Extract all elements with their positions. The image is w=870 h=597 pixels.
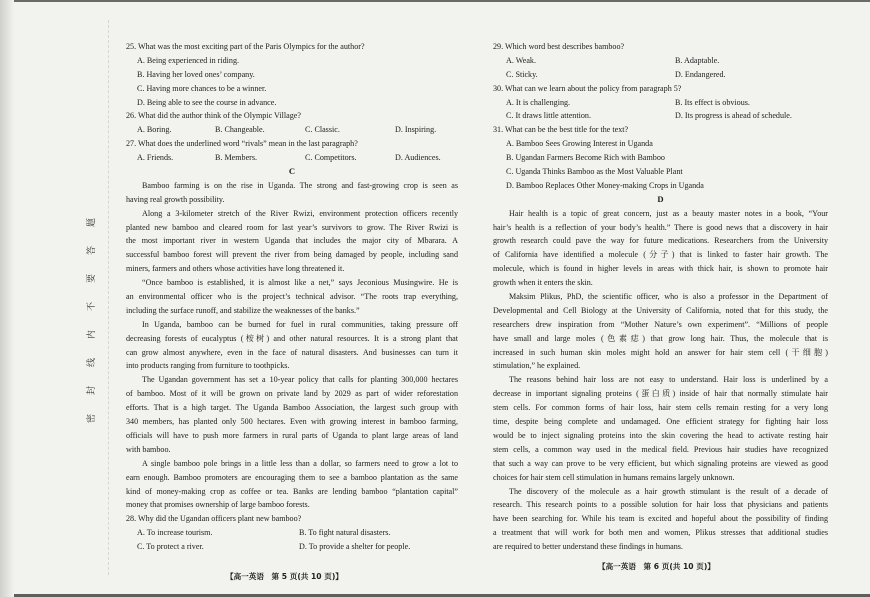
paragraph-line: molecule, which is found in higher levels in areas with thick hair, is shown to promote hair xyxy=(493,264,828,274)
option-row xyxy=(493,68,828,82)
option-row xyxy=(493,96,828,110)
answer-option: D. Bamboo Replaces Other Money-making Crops in Uganda xyxy=(506,180,704,190)
passage-paragraph xyxy=(493,373,828,484)
answer-option: D. Being able to see the course in advance. xyxy=(137,97,277,107)
passage-paragraph xyxy=(126,207,458,276)
answer-option: B. Having her loved ones’ company. xyxy=(137,69,255,79)
paragraph-line: having real growth possibility. xyxy=(126,194,225,204)
paragraph-line: earn enough. Bamboo promoters are encouraging them to see a bamboo plantation as the same xyxy=(126,472,458,482)
paragraph-line: Maksim Plikus, PhD, the scientific officer, who is also a professor in the Department of xyxy=(509,292,828,302)
paragraph-line: a treatment that will work for both men and women, Plikus stresses that additional studies xyxy=(493,528,828,538)
paragraph-line: In Uganda, bamboo can be burned for fuel in rural communities, taking pressure off xyxy=(142,319,458,329)
question-stem: 30. What can we learn about the policy from paragraph 5? xyxy=(493,83,682,93)
answer-option: A. Friends. xyxy=(137,153,174,163)
paragraph-line: planted new bamboo and cleared room for last year’s survivors to grow. The River Rwizi is xyxy=(126,222,458,232)
answer-option: C. Uganda Thinks Bamboo as the Most Valuable Plant xyxy=(506,167,683,177)
question-stem: 27. What does the underlined word “rivals” mean in the last paragraph? xyxy=(126,139,358,149)
paragraph-line: stem cells. For common forms of hair loss, hair stem cells remain resting for a very long xyxy=(493,403,828,413)
question-stem: 29. Which word best describes bamboo? xyxy=(493,42,625,51)
answer-option: C. To protect a river. xyxy=(137,542,204,552)
option-row xyxy=(126,151,458,165)
paragraph-line: The discovery of the molecule as a hair growth stimulant is the result of a decade of xyxy=(509,486,828,496)
answer-option: A. Boring. xyxy=(137,125,172,135)
paragraph-line: choices for hair stem cell stimulation in humans remains largely unknown. xyxy=(493,472,735,482)
answer-option: B. Changeable. xyxy=(215,125,265,135)
paragraph-line: time, despite being complete and undamaged. One efficient strategy for fighting hair loss xyxy=(493,417,828,427)
passage-paragraph xyxy=(126,318,458,374)
answer-option: B. To fight natural disasters. xyxy=(299,528,391,538)
paragraph-line: Developmental and Cell Biology at the University of California, noted that for this study, the xyxy=(493,305,828,315)
option-row xyxy=(493,54,828,68)
answer-option: D. Endangered. xyxy=(675,69,726,79)
right-column xyxy=(493,40,828,554)
answer-option: D. Inspiring. xyxy=(395,125,437,135)
answer-option: C. Classic. xyxy=(305,125,340,135)
paragraph-line: successful bamboo forest will prevent the river from being damaged by people, including sand xyxy=(126,250,458,260)
paragraph-line: have small and large moles (色素痣) that grow long hair. Thus, the molecule that is xyxy=(493,333,828,343)
paragraph-line: stimulation,” he explained. xyxy=(493,361,581,371)
answer-option: A. To increase tourism. xyxy=(137,528,213,538)
paragraph-line: money that promises ownership of large bamboo forests. xyxy=(126,500,310,510)
paragraph-line: miners, farmers and others whose activities have long threatened it. xyxy=(126,264,345,274)
option-row xyxy=(126,540,458,554)
paragraph-line: officials will have to push more farmers in rural parts of Uganda to plant large areas of land xyxy=(126,430,458,440)
paragraph-line: including the surface runoff, and stabilize the weaknesses of the banks.” xyxy=(126,305,360,315)
paragraph-line: “Once bamboo is established, it is almost like a net,” says Jeconious Musingwire. He is xyxy=(142,278,458,288)
paragraph-line: increased in such human skin moles might hold an answer for hair stem cell (干细胞) xyxy=(493,347,828,357)
question-stem: 25. What was the most exciting part of the Paris Olympics for the author? xyxy=(126,42,365,51)
paragraph-line: of California have identified a molecule (分子) that is linked to faster hair growth. The xyxy=(493,250,828,260)
option-row xyxy=(126,526,458,540)
passage-paragraph xyxy=(493,207,828,290)
paragraph-line: The reasons behind hair loss are not easy to understand. Hair loss is underlined by a xyxy=(509,375,828,385)
passage-paragraph xyxy=(126,373,458,456)
question-stem: 31. What can be the best title for the text? xyxy=(493,125,629,135)
answer-option: C. Competitors. xyxy=(305,153,357,163)
answer-option: A. Bamboo Sees Growing Interest in Uganda xyxy=(506,139,653,149)
section-heading: D xyxy=(657,193,664,204)
paragraph-line: hair’s health is a reflection of your body’s health.” There is good news that a discovery in hair xyxy=(493,222,828,232)
paragraph-line: would be to inject signaling proteins into the skin covering the head to activate resting hair xyxy=(493,430,828,440)
page-footer-right: 【高一英语 第 6 页(共 10 页)】 xyxy=(598,562,715,571)
paragraph-line: decrease in important signaling proteins (蛋白质) inside of hair that normally stimulate hair xyxy=(493,389,828,399)
answer-option: A. Being experienced in riding. xyxy=(137,55,240,65)
paragraph-line: efforts. That is a high target. The Uganda Bamboo Association, the largest such group with xyxy=(126,403,458,413)
paragraph-line: are required to better understand these findings in humans. xyxy=(493,542,683,552)
answer-option: C. Having more chances to be a winner. xyxy=(137,83,267,93)
binding-margin-note: 密封线内不要答题 xyxy=(87,199,97,424)
question-stem: 26. What did the author think of the Olympic Village? xyxy=(126,111,301,121)
scan-edge-left xyxy=(0,0,14,597)
option-row xyxy=(126,123,458,137)
option-row xyxy=(493,109,828,123)
paragraph-line: Along a 3-kilometer stretch of the River Rwizi, environment protection officers recently xyxy=(142,208,458,218)
paragraph-line: with bamboo. xyxy=(126,444,171,454)
passage-paragraph xyxy=(126,457,458,513)
answer-option: A. Weak. xyxy=(506,55,536,65)
paragraph-line: stem cells, a common way used in the medical field. Previous hair studies have recognized xyxy=(493,444,828,454)
paragraph-line: kind of money-making crop as coffee or tea. Banks are lending bamboo “plantation capital” xyxy=(126,486,458,496)
answer-option: C. It draws little attention. xyxy=(506,111,591,121)
paragraph-line: can grow almost anywhere, even in the face of natural disasters. And businesses can turn it xyxy=(126,347,458,357)
paragraph-line: have been searching for. While his team is excited and hopeful about the possibility of finding xyxy=(493,514,828,524)
paragraph-line: of bamboo. Most of it will be grown on private land by 2029 as part of wider reforestation xyxy=(126,389,458,399)
answer-option: D. To provide a shelter for people. xyxy=(299,542,411,552)
answer-option: B. Ugandan Farmers Become Rich with Bamboo xyxy=(506,153,665,163)
section-heading: C xyxy=(288,166,296,177)
paragraph-line: 340 members, has planted only 500 hectares. Even with growing interest in bamboo farming, xyxy=(126,417,458,427)
passage-paragraph xyxy=(126,276,458,318)
paragraph-line: growth when it enters the skin. xyxy=(493,278,593,288)
answer-option: B. Members. xyxy=(215,153,258,163)
answer-option: B. Its effect is obvious. xyxy=(675,97,750,107)
paragraph-line: growth research could pave the way for future medications. Researchers from the University xyxy=(493,236,828,246)
paragraph-line: the most important river in western Uganda that includes the major city of Mbarara. A xyxy=(126,236,458,246)
passage-paragraph xyxy=(493,290,828,373)
answer-option: D. Audiences. xyxy=(395,153,441,163)
binding-line xyxy=(108,20,109,575)
left-column xyxy=(126,40,458,554)
paragraph-line: into products ranging from furniture to toothpicks. xyxy=(126,361,290,371)
page-footer-left: 【高一英语 第 5 页(共 10 页)】 xyxy=(226,572,343,581)
paragraph-line: an environmental officer who is the project’s technical advisor. “The roots trap everything, xyxy=(126,292,458,302)
paragraph-line: that such a way can prove to be very efficient, but which signaling proteins are viewed as good xyxy=(493,458,828,468)
paragraph-line: A single bamboo pole brings in a little less than a dollar, so farmers need to grow a lot to xyxy=(142,458,458,468)
passage-paragraph xyxy=(493,485,828,554)
paragraph-line: Hair health is a topic of great concern, just as a beauty master notes in a book, “Your xyxy=(509,208,828,218)
paragraph-line: The Ugandan government has set a 10-year policy that calls for planting 300,000 hectares xyxy=(142,375,458,385)
answer-option: A. It is challenging. xyxy=(506,97,571,107)
passage-paragraph xyxy=(126,179,458,207)
answer-option: C. Sticky. xyxy=(506,69,538,79)
paragraph-line: research. This research points to a possible solution for hair loss that physicians and patients xyxy=(493,500,828,510)
answer-option: D. Its progress is ahead of schedule. xyxy=(675,111,792,121)
paragraph-line: researchers drew inspiration from “Mother Nature’s own experiment”. “Millions of people xyxy=(493,319,828,329)
scan-edge-top xyxy=(0,0,870,2)
paragraph-line: Bamboo farming is on the rise in Uganda. The strong and fast-growing crop is seen as xyxy=(142,180,458,190)
answer-option: B. Adaptable. xyxy=(675,55,720,65)
question-stem: 28. Why did the Ugandan officers plant new bamboo? xyxy=(126,514,302,524)
paragraph-line: decreasing forests of eucalyptus (桉树) and other natural resources. It is a strong plant that xyxy=(126,333,458,343)
